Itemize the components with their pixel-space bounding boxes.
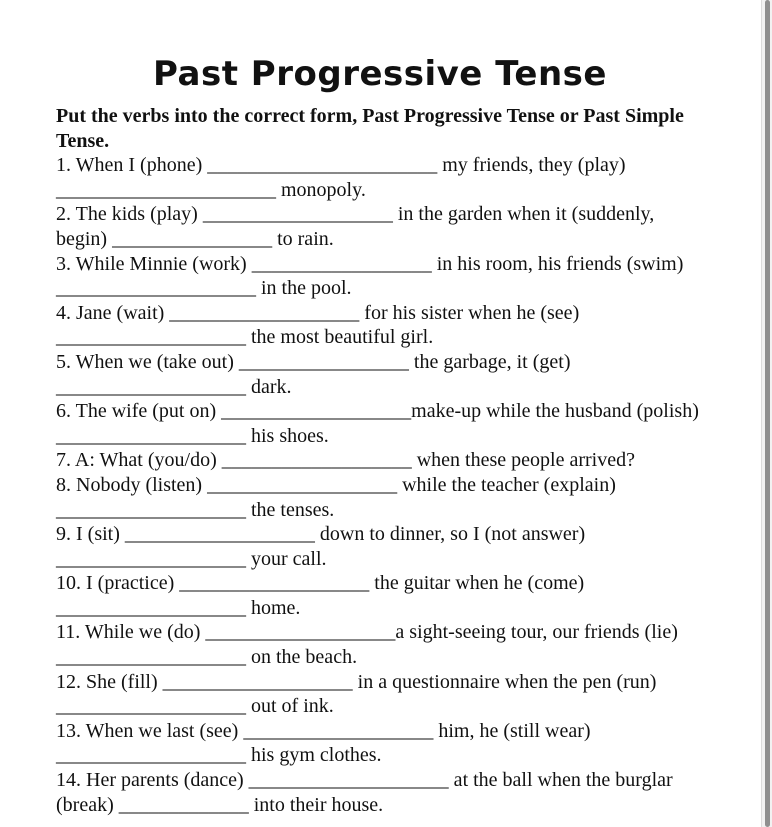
- exercise-item-8: 8. Nobody (listen) ___________________ while the teacher (explain) ___________________ the tenses.: [56, 473, 616, 521]
- vertical-scrollbar[interactable]: [761, 0, 772, 827]
- scrollbar-thumb[interactable]: [765, 0, 770, 827]
- exercise-item-3: 3. While Minnie (work) __________________ in his room, his friends (swim) ____________________ in the pool.: [56, 252, 684, 300]
- exercise-item-5: 5. When we (take out) _________________ the garbage, it (get) ___________________ dark.: [56, 350, 571, 398]
- exercise-item-10: 10. I (practice) ___________________ the guitar when he (come) ___________________ home.: [56, 572, 585, 619]
- exercise-list: [56, 153, 704, 817]
- exercise-item-1: 1. When I (phone) _______________________ my friends, they (play) ______________________ monopoly.: [56, 154, 626, 201]
- exercise-item-2: 2. The kids (play) ___________________ in the garden when it (suddenly, begin) ________________ to rain.: [56, 203, 655, 250]
- page-title: Past Progressive Tense: [153, 54, 607, 94]
- exercise-item-13: 13. When we last (see) ___________________ him, he (still wear) ___________________ his gym clothes.: [56, 719, 591, 767]
- exercise-item-7: 7. A: What (you/do) ___________________ when these people arrived?: [56, 449, 635, 472]
- exercise-item-11: 11. While we (do) ___________________a sight-seeing tour, our friends (lie) ___________________ on the beach.: [56, 621, 678, 669]
- exercise-item-12: 12. She (fill) ___________________ in a questionnaire when the pen (run) ___________________ out of ink.: [56, 670, 657, 718]
- exercise-item-6: 6. The wife (put on) ___________________make-up while the husband (polish) ___________________ his shoes.: [56, 400, 699, 447]
- exercise-item-9: 9. I (sit) ___________________ down to dinner, so I (not answer) ___________________ your call.: [56, 523, 586, 570]
- exercise-item-4: 4. Jane (wait) ___________________ for his sister when he (see) ___________________ the most beautiful girl.: [56, 301, 580, 349]
- worksheet-page: [56, 52, 704, 817]
- exercise-item-14: 14. Her parents (dance) ____________________ at the ball when the burglar (break) _____________ into their house.: [56, 769, 673, 816]
- instructions-text: Put the verbs into the correct form, Past Progressive Tense or Past Simple Tense.: [56, 105, 684, 152]
